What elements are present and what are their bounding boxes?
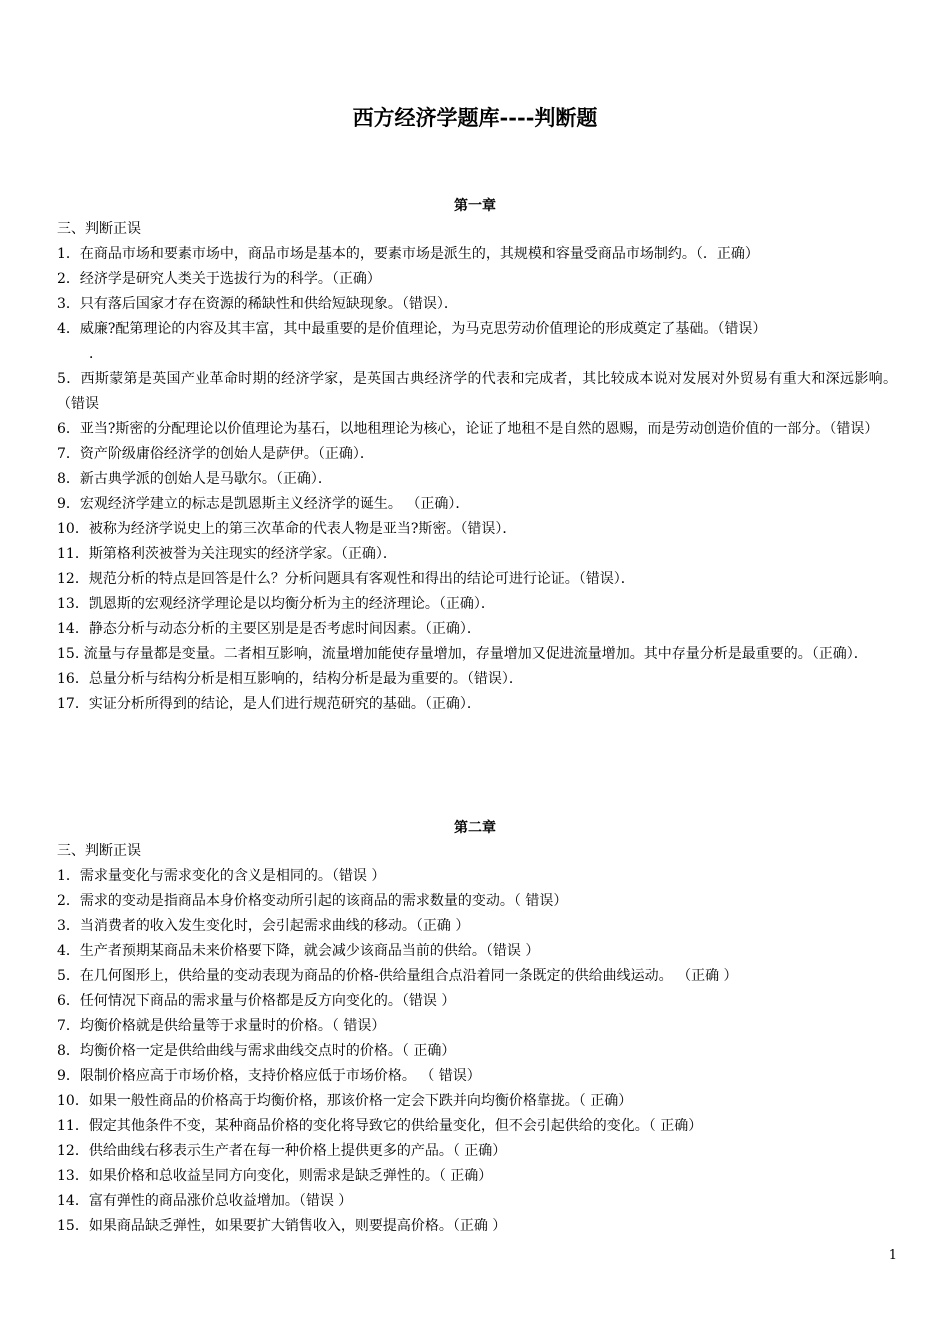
list-item: 17．实证分析所得到的结论，是人们进行规范研究的基础。（正确）．	[57, 696, 481, 712]
list-item: 9．限制价格应高于市场价格，支持价格应低于市场价格。 （ 错误）	[57, 1068, 481, 1084]
list-item: 15．如果商品缺乏弹性，如果要扩大销售收入，则要提高价格。（正确 ）	[57, 1218, 507, 1234]
chapter-2-heading: 第二章	[454, 820, 496, 836]
list-item: 2．经济学是研究人类关于选拔行为的科学。（正确）	[57, 271, 381, 287]
list-item-continuation: ．	[89, 346, 103, 362]
list-item: 7．资产阶级庸俗经济学的创始人是萨伊。（正确）．	[57, 446, 374, 462]
list-item: 16．总量分析与结构分析是相互影响的，结构分析是最为重要的。（错误）．	[57, 671, 523, 687]
page-number: 1	[888, 1248, 897, 1263]
chapter-1-body	[57, 217, 897, 717]
section-label: 三、判断正误	[57, 843, 141, 859]
list-item: 2．需求的变动是指商品本身价格变动所引起的该商品的需求数量的变动。（ 错误）	[57, 893, 568, 909]
list-item: 11．斯第格利茨被誉为关注现实的经济学家。（正确）．	[57, 546, 397, 562]
list-item: 1．需求量变化与需求变化的含义是相同的。（错误 ）	[57, 868, 386, 884]
list-item: 5．在几何图形上，供给量的变动表现为商品的价格-供给量组合点沿着同一条既定的供给曲线运动。 （正确 ）	[57, 968, 738, 984]
list-item: 12．规范分析的特点是回答是什么？分析问题具有客观性和得出的结论可进行论证。（错误）．	[57, 571, 635, 587]
list-item: 13．凯恩斯的宏观经济学理论是以均衡分析为主的经济理论。（正确）．	[57, 596, 495, 612]
list-item: 7．均衡价格就是供给量等于求量时的价格。（ 错误）	[57, 1018, 386, 1034]
list-item: 14．富有弹性的商品涨价总收益增加。（错误 ）	[57, 1193, 353, 1209]
list-item: 6．任何情况下商品的需求量与价格都是反方向变化的。（错误 ）	[57, 993, 456, 1009]
list-item: 4．生产者预期某商品未来价格要下降，就会减少该商品当前的供给。（错误 ）	[57, 943, 540, 959]
list-item: 5．西斯蒙第是英国产业革命时期的经济学家，是英国古典经济学的代表和完成者，其比较成本说对发展对外贸易有重大和深远影响。 （错误	[57, 371, 897, 412]
list-item: 9．宏观经济学建立的标志是凯恩斯主义经济学的诞生。 （正确）．	[57, 496, 470, 512]
list-item: 12．供给曲线右移表示生产者在每一种价格上提供更多的产品。（ 正确）	[57, 1143, 507, 1159]
list-item: 10．被称为经济学说史上的第三次革命的代表人物是亚当?斯密。（错误）．	[57, 521, 517, 537]
list-item: 15. 流量与存量都是变量。二者相互影响，流量增加能使存量增加，存量增加又促进流量增加。其中存量分析是最重要的。（正确）．	[57, 646, 868, 662]
list-item: 8．新古典学派的创始人是马歇尔。（正确）．	[57, 471, 332, 487]
list-item: 6．亚当?斯密的分配理论以价值理论为基石，以地租理论为核心，论证了地租不是自然的恩赐，而是劳动创造价值的一部分。（错误）	[57, 421, 879, 437]
document-title: 西方经济学题库----判断题	[352, 105, 598, 130]
list-item: 4．威廉?配第理论的内容及其丰富，其中最重要的是价值理论，为马克思劳动价值理论的形成奠定了基础。（错误）	[57, 321, 767, 337]
list-item: 3．当消费者的收入发生变化时，会引起需求曲线的移动。（正确 ）	[57, 918, 470, 934]
list-item: 1．在商品市场和要素市场中，商品市场是基本的，要素市场是派生的，其规模和容量受商品市场制约。（．正确）	[57, 246, 759, 262]
section-label: 三、判断正误	[57, 221, 141, 237]
list-item: 14．静态分析与动态分析的主要区别是是否考虑时间因素。（正确）．	[57, 621, 481, 637]
list-item: 8．均衡价格一定是供给曲线与需求曲线交点时的价格。（ 正确）	[57, 1043, 456, 1059]
list-item: 13．如果价格和总收益呈同方向变化，则需求是缺乏弹性的。（ 正确）	[57, 1168, 493, 1184]
chapter-2-body	[57, 839, 897, 1239]
list-item: 11．假定其他条件不变，某种商品价格的变化将导致它的供给量变化，但不会引起供给的变化。（ 正确）	[57, 1118, 703, 1134]
list-item: 3．只有落后国家才存在资源的稀缺性和供给短缺现象。（错误）．	[57, 296, 458, 312]
chapter-1-heading: 第一章	[454, 198, 496, 214]
list-item: 10．如果一般性商品的价格高于均衡价格，那该价格一定会下跌并向均衡价格靠拢。（ 正确）	[57, 1093, 633, 1109]
